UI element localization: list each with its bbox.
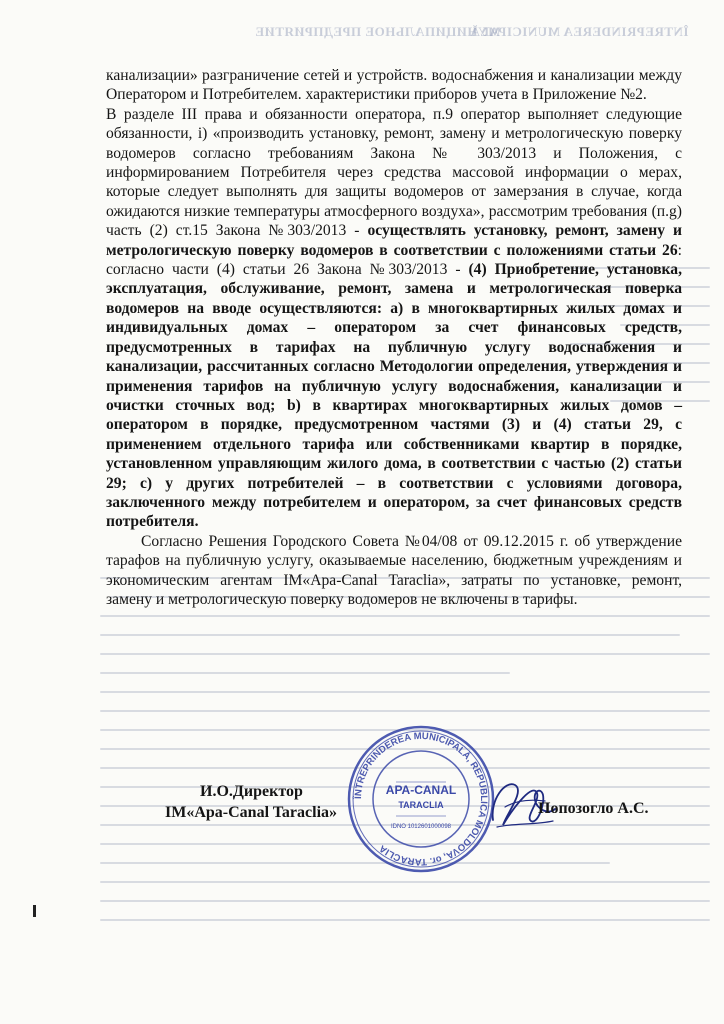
- document-body: [106, 66, 682, 609]
- signer-company: IM«Apa-Canal Taraclia»: [165, 804, 338, 821]
- signature-block: [165, 781, 337, 823]
- paragraph-2-text: В разделе III права и обязанности оператора, п.9 оператор выполняет следующие обязанности, i) «производить установку, ремонт, замену и метрологическую поверку водомеров согласно требованиям Закона № 303/2013 и Положения, с информированием Потребителя через средства массовой информации о мерах, которые следует выполнять для защиты водомеров от замерзания в случае, когда ожидаются низкие температуры атмосферного воздуха», рассмотрим требования (п.g) часть (2) ст.15 Закона №303/2013 -: [106, 105, 682, 240]
- stamp-outer-text: ÎNTREPRINDEREA MUNICIPALĂ, REPUBLICA MOLDOVA, or. TARACLIA: [352, 730, 490, 868]
- signer-name: Попозогло А.С.: [538, 800, 649, 817]
- paragraph-2-text-b: : согласно части (4) статьи 26 Закона №303/2013 -: [106, 241, 682, 279]
- signer-position: И.О.Директор: [200, 783, 303, 800]
- paragraph-3: Согласно Решения Городского Совета №04/08 от 09.12.2015 г. об утверждение тарафов на публичную услугу, оказываемые населению, бюджетным учреждениям и экономическим агентам IM«Apa-Canal Taraclia», затраты по установке, ремонт, замену и метрологическую поверку водомеров не включены в тарифы.: [106, 532, 682, 608]
- margin-mark: [33, 905, 36, 917]
- stamp-center-line2: TARACLIA: [398, 800, 444, 810]
- paragraph-2: [106, 105, 682, 532]
- company-stamp: [346, 724, 496, 874]
- ghost-header-left: ÎNTREPRINDEREA MUNICIPALĂ: [470, 24, 689, 39]
- paragraph-1: канализации» разграничение сетей и устройств. водоснабжения и канализации между Оператором и Потребителем. характеристики приборов учета в Приложение №2.: [106, 67, 682, 104]
- ghost-header-right: МУНИЦИПАЛЬНОЕ ПРЕДПРИЯТИЕ: [255, 24, 501, 39]
- paragraph-2-bold-b: (4) Приобретение, установка, эксплуатация, обслуживание, ремонт, замена и метрологическая поверка водомеров на вводе осуществляются: a) в многоквартирных жилых домах и индивидуальных домах – оператором за счет финансовых средств, предусмотренных в тарифах на публичную услугу водоснабжения и канализации, рассчитанных согласно Методологии определения, утверждения и применения тарифов на публичную услугу водоснабжения, канализации и очистки сточных вод; b) в квартирах многоквартирных жилых домов – оператором в порядке, предусмотренном частями (3) и (4) статьи 29, с применением отдельного тарифа или собственниками квартир в порядке, установленном управляющим жилого дома, в соответствии с частью (2) статьи 29; c) у других потребителей – в соответствии с условиями договора, заключенного между потребителем и оператором, за счет финансовых средств потребителя.: [106, 261, 682, 531]
- stamp-idno: IDNO 1012601000098: [390, 824, 452, 830]
- paragraph-2-bold-a: осуществлять установку, ремонт, замену и метрологическую поверку водомеров в соответствии с положениями статьи 26: [106, 222, 683, 259]
- stamp-center-line1: APA-CANAL: [385, 783, 457, 797]
